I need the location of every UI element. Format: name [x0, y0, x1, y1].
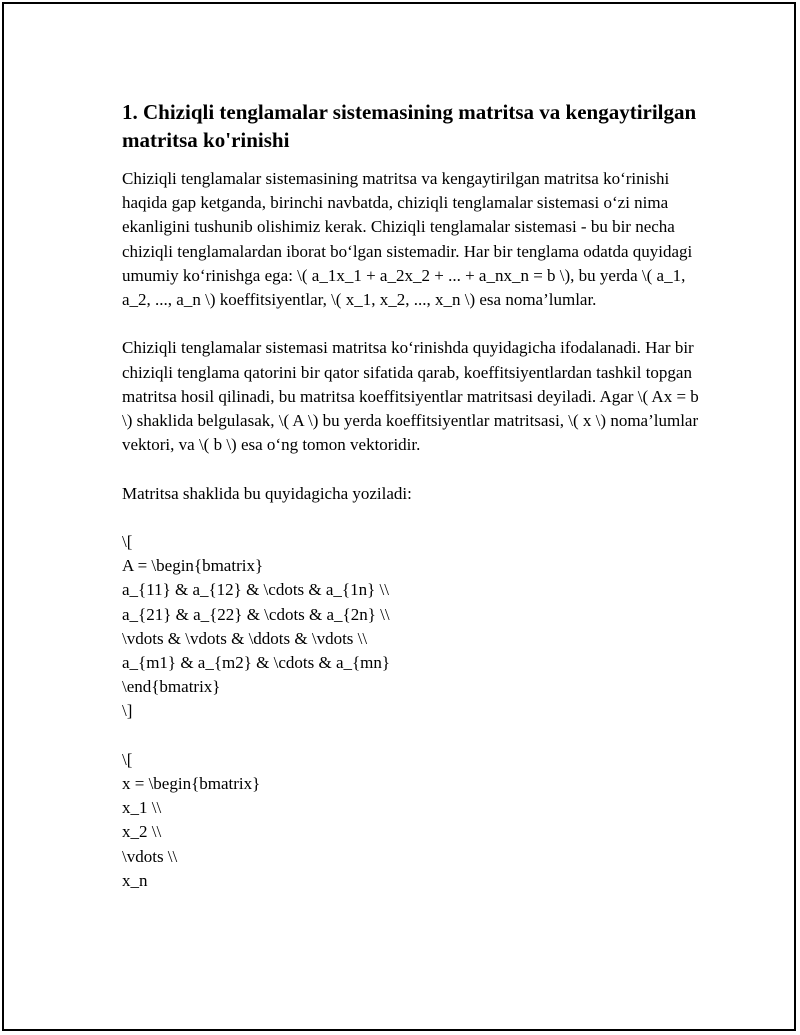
vector-x-line: x_1 \\	[122, 798, 162, 818]
paragraph-matrix-lead: Matritsa shaklida bu quyidagicha yoziladi:	[122, 483, 412, 503]
paragraph-matrix-form: Chiziqli tenglamalar sistemasi matritsa ko‘rinishda quyidagicha ifodalanadi. Har bir chiziqli tenglama qatorini bir qator sifatida qarab, koeffitsiyentlardan tashkil topgan matritsa hosil qilinadi, bu matritsa koeffitsiyentlar matritsasi deyiladi. Agar \( Ax = b \) shaklida belgulasak, \( A \) bu yerda koeffitsiyentlar matritsasi, \( x \) noma’lumlar vektori, va \( b \) esa o‘ng tomon vektoridir.	[122, 338, 699, 455]
matrix-a-line: \[	[122, 532, 133, 551]
matrix-a-line: a_{21} & a_{22} & \cdots & a_{2n} \\	[122, 604, 390, 624]
vector-x-line: x_n	[122, 870, 148, 890]
document-content	[122, 98, 702, 893]
vector-x-line: \[	[122, 749, 133, 769]
paragraph-gap	[122, 506, 702, 530]
page-frame	[2, 2, 796, 1031]
paragraph-intro: Chiziqli tenglamalar sistemasining matritsa va kengaytirilgan matritsa ko‘rinishi haqida gap ketganda, birinchi navbatda, chiziqli tenglamalar sistemasi o‘zi nima ekanligini tushunib olishimiz kerak. Chiziqli tenglamalar sistemasi - bu bir necha chiziqli tenglamalardan iborat bo‘lgan sistemadir. Har bir tenglama odatda quyidagi umumiy ko‘rinishga ega: \( a_1x_1 + a_2x_2 + ... + a_nx_n = b \), bu yerda \( a_1, a_2, ..., a_n \) koeffitsiyentlar, \( x_1, x_2, ..., x_n \) esa noma’lumlar.	[122, 169, 693, 310]
matrix-a-line: \end{bmatrix}	[122, 677, 221, 697]
vector-x-block	[122, 748, 702, 893]
vector-x-line: x = \begin{bmatrix}	[122, 774, 261, 794]
matrix-a-line: \]	[122, 701, 133, 721]
matrix-a-line: a_{m1} & a_{m2} & \cdots & a_{mn}	[122, 653, 391, 673]
vector-x-line: \vdots \\	[122, 846, 178, 866]
matrix-a-line: a_{11} & a_{12} & \cdots & a_{1n} \\	[122, 580, 389, 600]
matrix-a-line: A = \begin{bmatrix}	[122, 556, 264, 576]
paragraph-gap	[122, 457, 702, 481]
matrix-a-block	[122, 530, 702, 724]
matrix-a-line: \vdots & \vdots & \ddots & \vdots \\	[122, 628, 368, 648]
section-title: 1. Chiziqli tenglamalar sistemasining matritsa va kengaytirilgan matritsa ko'rinishi	[122, 100, 697, 152]
paragraph-gap	[122, 724, 702, 748]
vector-x-line: x_2 \\	[122, 822, 162, 842]
paragraph-gap	[122, 312, 702, 336]
